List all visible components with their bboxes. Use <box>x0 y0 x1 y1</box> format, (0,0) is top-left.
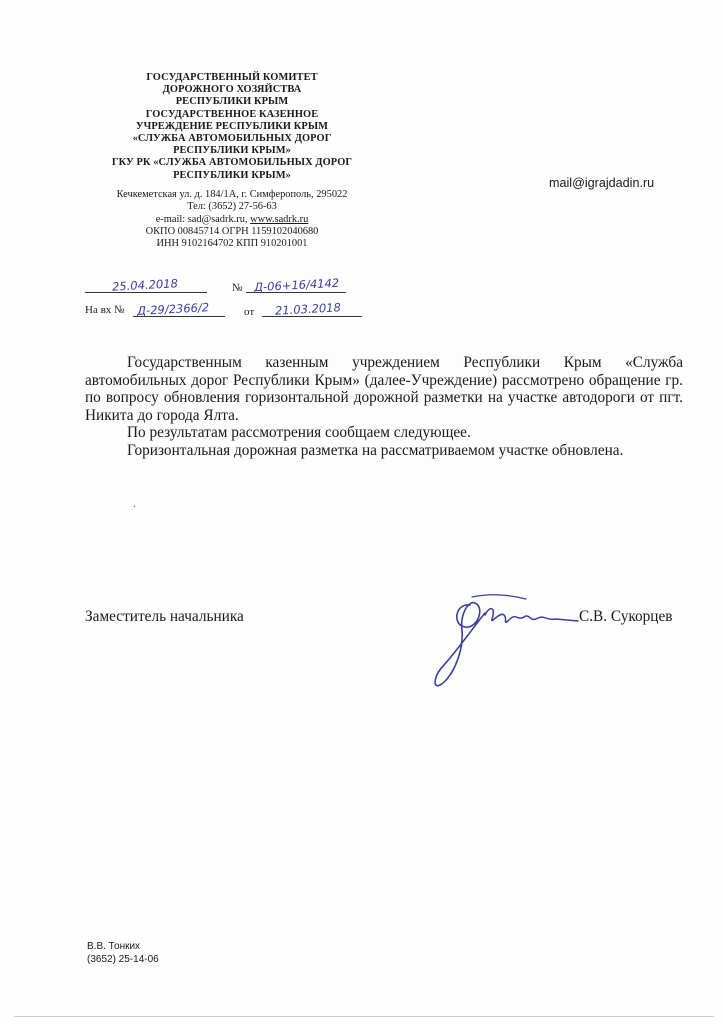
org-line: «СЛУЖБА АВТОМОБИЛЬНЫХ ДОРОГ <box>132 133 332 145</box>
outgoing-date-handwritten: 25.04.2018 <box>111 276 179 294</box>
body-paragraph: Государственным казенным учреждением Республики Крым «Служба автомобильных дорог Республики Крым» (далее-Учреждение) рассмотрено обращение гр. по вопросу обновления горизонтальной дорожной разметки на участке автодороги от пгт. Никита до города Ялта. <box>85 354 683 424</box>
org-line: РЕСПУБЛИКИ КРЫМ» <box>173 145 291 157</box>
org-line: РЕСПУБЛИКИ КРЫМ» <box>173 169 291 181</box>
org-line: ГОСУДАРСТВЕННЫЙ КОМИТЕТ <box>146 72 318 83</box>
org-line: ДОРОЖНОГО ХОЗЯЙСТВА <box>162 84 302 96</box>
org-okpo-ogrn: ОКПО 00845714 ОГРН 1159102040680 <box>145 226 319 238</box>
org-address: Кечкеметская ул. д. 184/1А, г. Симферополь, 295022 <box>116 188 348 200</box>
executor-phone: (3652) 25-14-06 <box>87 954 159 965</box>
page-bottom-edge <box>14 1016 714 1017</box>
body-paragraph: Горизонтальная дорожная разметка на рассматриваемом участке обновлена. <box>127 441 624 459</box>
incoming-number-handwritten: Д-29/2366/2 <box>136 300 210 318</box>
stray-dot: . <box>133 496 136 510</box>
executor-name: В.В. Тонких <box>87 941 141 952</box>
org-phone: Тел: (3652) 27-56-63 <box>187 201 277 213</box>
org-inn-kpp: ИНН 9102164702 КПП 910201001 <box>156 238 308 250</box>
executor-block <box>87 940 159 966</box>
date-underline <box>85 292 207 293</box>
org-line: УЧРЕЖДЕНИЕ РЕСПУБЛИКИ КРЫМ <box>135 120 329 132</box>
org-line: РЕСПУБЛИКИ КРЫМ <box>175 96 289 108</box>
number-symbol: № <box>232 282 243 294</box>
letter-body <box>85 354 683 460</box>
signer-name: С.В. Сукорцев <box>579 608 673 625</box>
org-email: e-mail: sad@sadrk.ru, <box>155 213 251 225</box>
body-paragraph: По результатам рассмотрения сообщаем следующее. <box>127 424 471 442</box>
from-label: от <box>244 306 255 318</box>
outgoing-number-handwritten: Д-06+16/4142 <box>253 275 340 295</box>
handwritten-signature <box>430 585 580 695</box>
org-email-line <box>72 214 392 226</box>
letterhead <box>72 72 392 251</box>
incoming-label: На вх № <box>85 304 125 316</box>
org-line: ГОСУДАРСТВЕННОЕ КАЗЕННОЕ <box>145 108 319 120</box>
addressee-email: mail@igrajdadin.ru <box>549 176 655 190</box>
signer-title: Заместитель начальника <box>85 608 244 625</box>
from-date-handwritten: 21.03.2018 <box>274 300 342 318</box>
org-line: ГКУ РК «СЛУЖБА АВТОМОБИЛЬНЫХ ДОРОГ <box>111 157 353 169</box>
contact-block <box>72 189 392 251</box>
org-website-link[interactable]: www.sadrk.ru <box>250 213 309 225</box>
